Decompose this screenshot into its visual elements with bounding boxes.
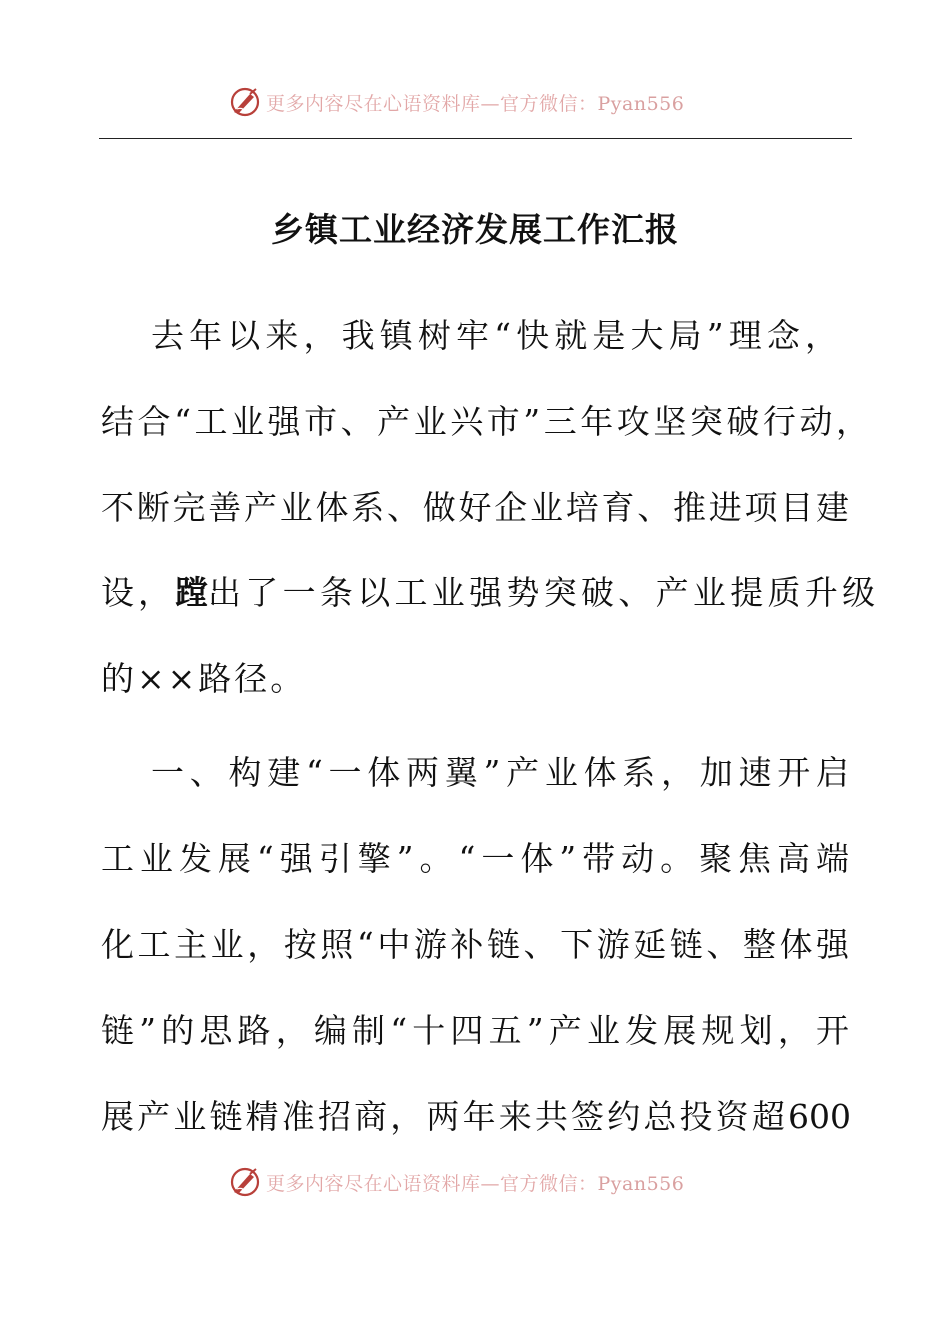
footer-banner	[0, 1162, 950, 1202]
paragraph-line: 去年以来，我镇树牢“快就是大局”理念，	[151, 316, 838, 355]
wechat-id: Pyan556	[597, 1172, 685, 1195]
paragraph-line: 设，蹚出了一条以工业强势突破、产业提质升级	[101, 573, 880, 612]
paragraph-line: 的××路径。	[101, 659, 307, 698]
paragraph-line: 链”的思路，编制“十四五”产业发展规划，开	[101, 1011, 849, 1050]
pen-logo-icon	[228, 85, 262, 119]
footer-banner-text: 更多内容尽在心语资料库—官方微信：Pyan556	[266, 1172, 685, 1195]
paragraph-line: 工业发展“强引擎”。“一体”带动。聚焦高端	[101, 839, 849, 878]
paragraph-line: 化工主业，按照“中游补链、下游延链、整体强	[101, 925, 849, 964]
header-banner-text: 更多内容尽在心语资料库—官方微信：Pyan556	[266, 92, 685, 115]
wechat-id: Pyan556	[597, 92, 685, 115]
header-banner	[0, 82, 950, 122]
paragraph-line: 一、构建“一体两翼”产业体系，加速开启	[151, 753, 849, 792]
paragraph-line: 不断完善产业体系、做好企业培育、推进项目建	[101, 488, 849, 527]
pen-logo-icon	[228, 1165, 262, 1199]
header-divider	[99, 138, 852, 139]
document-title: 乡镇工业经济发展工作汇报	[271, 210, 679, 249]
emphasized-character: 蹚	[175, 573, 208, 612]
paragraph-line: 结合“工业强市、产业兴市”三年攻坚突破行动，	[101, 402, 869, 441]
paragraph-line: 展产业链精准招商，两年来共签约总投资超600	[101, 1097, 851, 1136]
